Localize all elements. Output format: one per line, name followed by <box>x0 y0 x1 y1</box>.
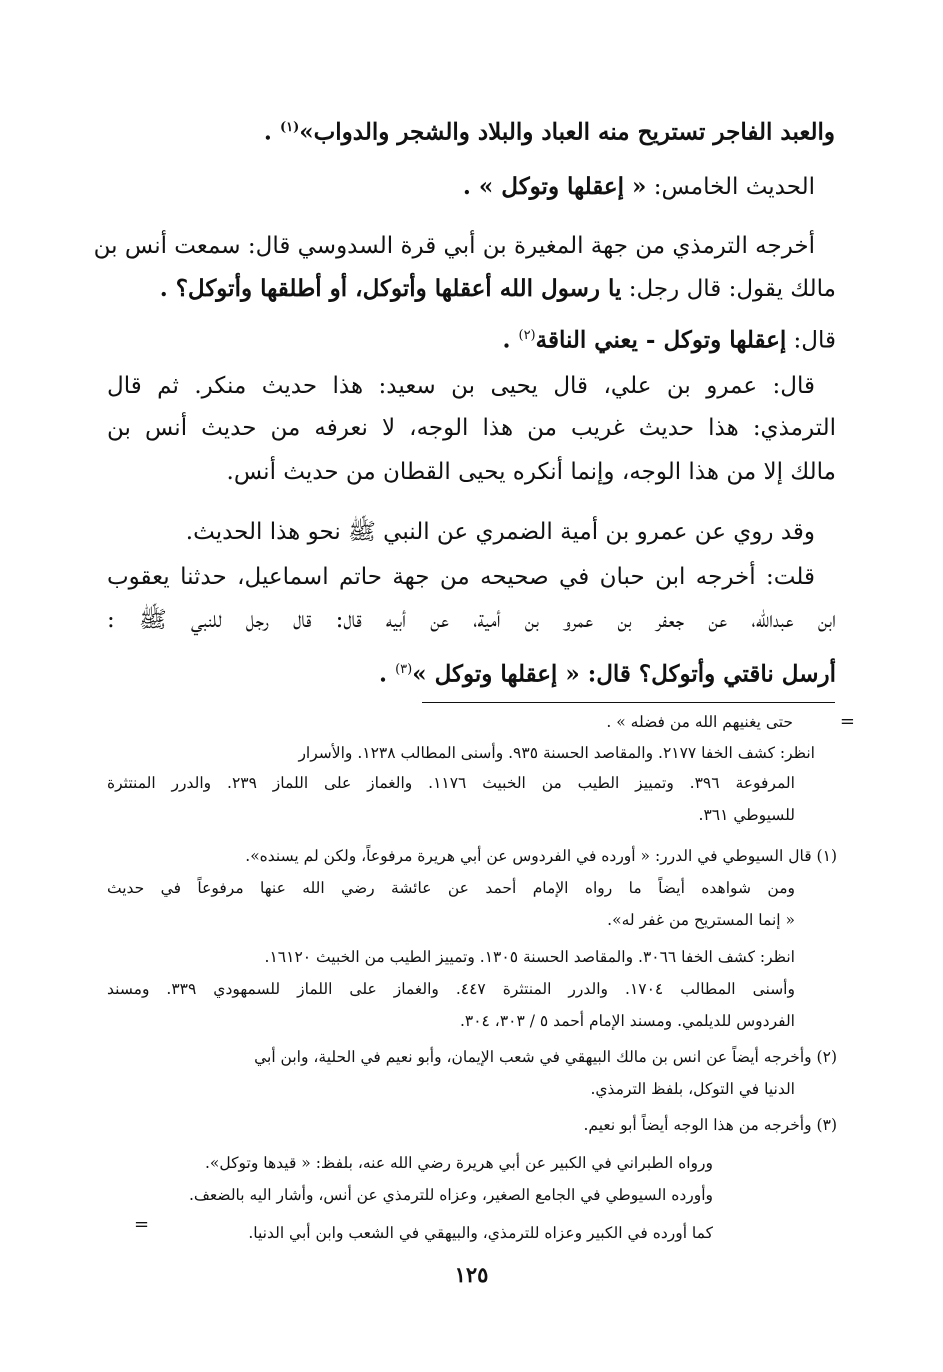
footnote-line: وأسنى المطالب ١٧٠٤. والدرر المنتثرة ٤٤٧. والغماز على اللماز للسمهودي ٣٣٩. ومسند <box>107 980 795 998</box>
main-text-line: قال: عمرو بن علي، قال يحيى بن سعيد: هذا حديث منكر. ثم قال <box>107 373 815 399</box>
text-run: قال: <box>786 327 836 354</box>
footnote-text: قال السيوطي في الدرر: « أورده في الفردوس عن أبي هريرة مرفوعاً، ولكن لم يسنده». <box>245 847 812 865</box>
footnote-text: وأخرجه أيضاً عن انس بن مالك البيهقي في شعب الإيمان، وأبو نعيم في الحلية، وابن أبي <box>254 1048 812 1066</box>
text-run: . <box>502 326 519 354</box>
footnote-line: « إنما المستريح من غفر له». <box>607 911 795 929</box>
main-text-line: الترمذي: هذا حديث غريب من هذا الوجه، لا نعرفه من حديث أنس بن <box>107 415 836 441</box>
hadith-heading <box>140 167 815 207</box>
footnote-line: انظر: كشف الخفا ٢١٧٧. والمقاصد الحسنة ٩٣٥. وأسنى المطالب ١٢٣٨. والأسرار <box>298 744 815 762</box>
footnote-text: وأخرجه من هذا الوجه أيضاً أبو نعيم. <box>583 1116 812 1134</box>
footnote-line: وأورده السيوطي في الجامع الصغير، وعزاه للترمذي عن أنس، وأشار اليه بالضعف. <box>188 1186 713 1204</box>
footnote-line: كما أورده في الكبير وعزاه للترمذي، والبيهقي في الشعب وابن أبي الدنيا. <box>248 1224 713 1242</box>
text-run: مالك يقول: قال رجل: <box>621 276 836 302</box>
footnote-ref-2: (٢) <box>518 328 536 343</box>
footnote-number: (٣) <box>816 1116 837 1134</box>
text-run: . <box>263 118 280 146</box>
hadith-title: « إعقلها وتوكل » . <box>462 173 647 200</box>
footnote-line: انظر: كشف الخفا ٣٠٦٦. والمقاصد الحسنة ١٣٠٥. وتمييز الطيب من الخبيث ١٦١٢٠. <box>264 948 795 966</box>
footnote-line: المرفوعة ٣٩٦. وتمييز الطيب من الخبيث ١١٧٦. والغماز على اللماز ٢٣٩. والدرر المنتثرة <box>107 774 795 792</box>
hadith-label: الحديث الخامس: <box>646 174 815 200</box>
main-text-line <box>200 108 835 148</box>
footnote-line: ومن شواهده أيضاً ما رواه الإمام أحمد عن عائشة رضي الله عنها مرفوعاً في حديث <box>107 879 795 897</box>
footnote-line: الفردوس للديلمي. ومسند الإمام أحمد ٥ / ٣٠٣، ٣٠٤. <box>459 1012 795 1030</box>
quoted-answer: إعقلها وتوكل - يعني الناقة <box>535 326 787 354</box>
main-text-line <box>107 269 836 309</box>
page-number: ١٢٥ <box>454 1262 489 1287</box>
text-run: . <box>379 660 396 688</box>
footnote-3 <box>140 1110 837 1140</box>
continuation-marker: = <box>839 711 855 732</box>
footnote-ref-1: (١) <box>279 120 300 135</box>
main-text-line: ابن عبدالله، عن جعفر بن عمرو بن أمية، عن أبيه قال: قال رجل للنبي ﷺ : <box>107 607 836 633</box>
footnote-number: (١) <box>816 847 837 865</box>
quoted-question: يا رسول الله أعقلها وأتوكل، أو أطلقها وأتوكل؟ . <box>159 275 622 302</box>
main-text-line <box>140 650 836 690</box>
main-text-line <box>140 316 836 356</box>
footnote-line: الدنيا في التوكل، بلفظ الترمذي. <box>590 1080 795 1098</box>
footnote-1 <box>140 841 837 871</box>
quoted-exchange: أرسل ناقتي وأتوكل؟ قال: « إعقلها وتوكل » <box>412 660 836 688</box>
footnote-separator <box>422 702 835 703</box>
footnote-line: ورواه الطبراني في الكبير عن أبي هريرة رضي الله عنه، بلفظ: « قيدها وتوكل». <box>204 1154 713 1172</box>
footnote-ref-3: (٣) <box>395 662 413 677</box>
footnote-line: للسيوطي ٣٦١. <box>698 806 795 824</box>
main-text-line: أخرجه الترمذي من جهة المغيرة بن أبي قرة السدوسي قال: سمعت أنس بن <box>93 233 815 259</box>
footnote-line: حتى يغنيهم الله من فضله » . <box>606 713 793 731</box>
footnote-2 <box>107 1042 837 1072</box>
footnote-number: (٢) <box>816 1048 837 1066</box>
text-run: والعبد الفاجر تستريح منه العباد والبلاد والشجر والدواب» <box>299 118 835 146</box>
main-text-line: وقد روي عن عمرو بن أمية الضمري عن النبي ﷺ نحو هذا الحديث. <box>185 519 815 545</box>
main-text-line: مالك إلا من هذا الوجه، وإنما أنكره يحيى القطان من حديث أنس. <box>226 459 836 485</box>
main-text-line: قلت: أخرجه ابن حبان في صحيحه من جهة حاتم اسماعيل، حدثنا يعقوب <box>107 564 815 590</box>
continuation-marker: = <box>134 1214 150 1235</box>
